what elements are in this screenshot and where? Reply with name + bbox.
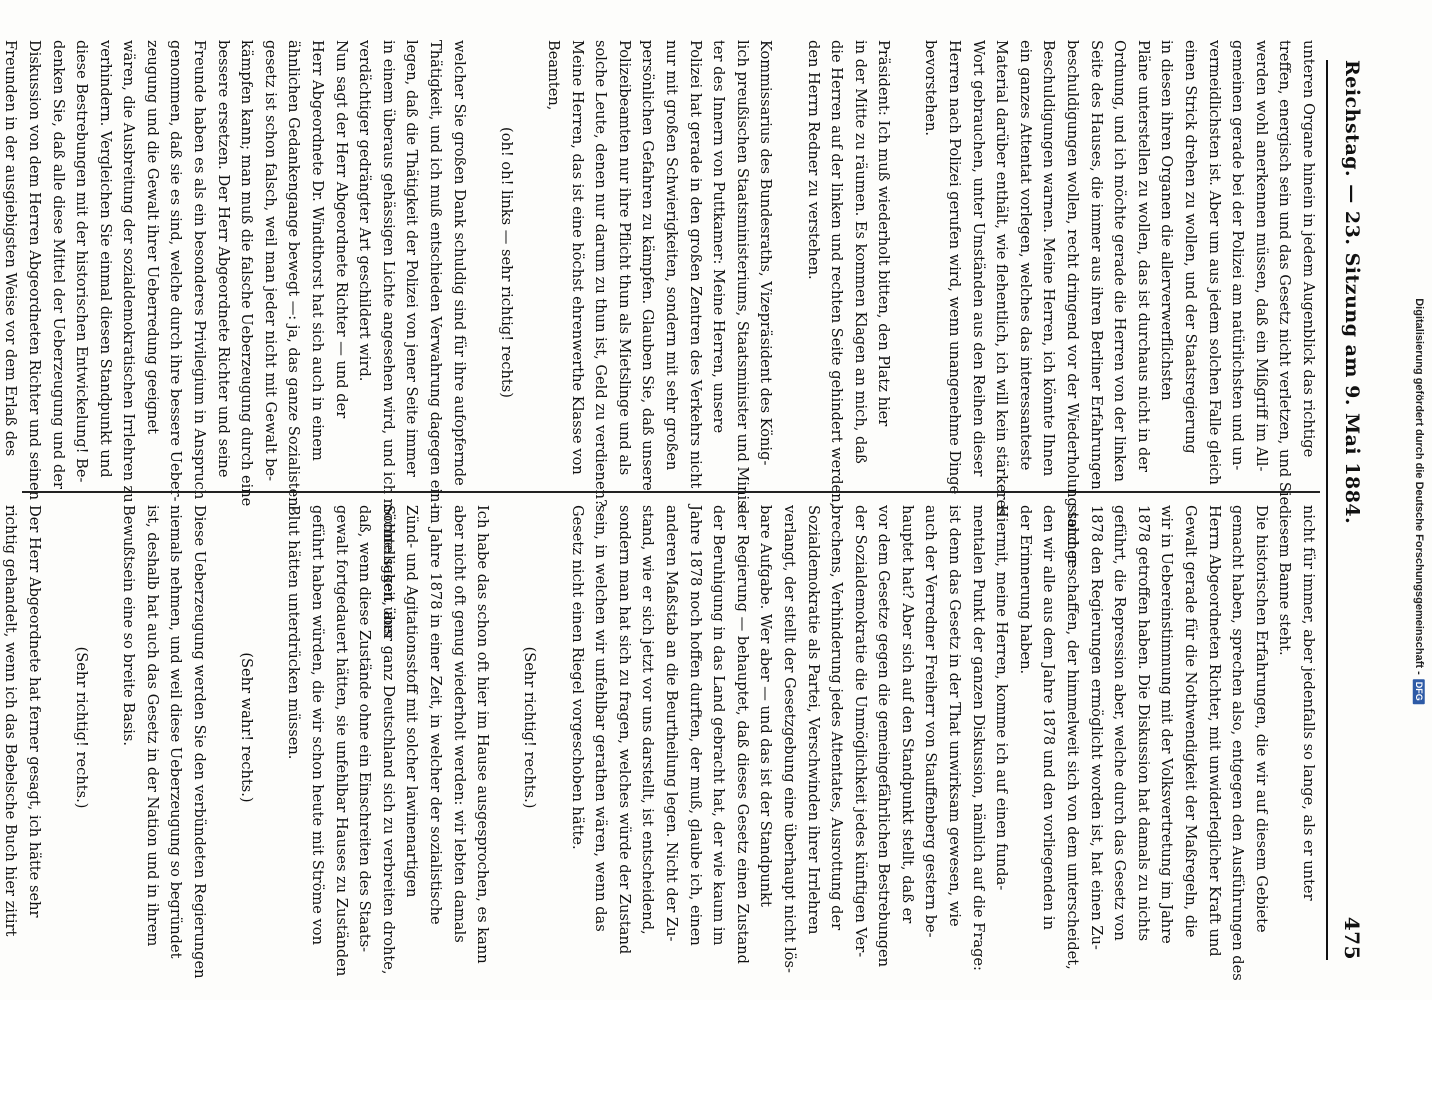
text-line: Freunden in der ausgiebigsten Weise vor dem Erlaß des (2, 40, 20, 457)
text-line (895, 40, 919, 485)
text-line: Freunde haben es als ein besonderes Privilegium in Anspruch (191, 40, 209, 500)
text-line: richtig gehandelt, wenn ich das Bebelsche Buch hier zitirt (2, 505, 20, 937)
text-line: (oh! oh! links — sehr richtig! rechts) (497, 127, 515, 398)
text-line: Herrn Abgeordneten Richter, mit unwiderleglicher Kraft und (1205, 505, 1223, 957)
text-line: treffen, energisch sein und das Gesetz nicht verletzen, und Sie (1276, 40, 1294, 506)
text-line: brechens, Verhinderung jedes Attentates, Ausrottung der (828, 505, 846, 931)
text-line: vermeidlichsten ist. Aber um aus jedem solchen Falle gleich (1205, 40, 1223, 485)
text-line: Jahre 1878 noch hoffen durften, der muß, glaube ich, einen (686, 505, 704, 946)
text-line: Diese Ueberzeugung werden Sie den verbündeten Regierungen (191, 505, 209, 979)
text-line: Der Herr Abgeordnete hat ferner gesagt, ich hätte sehr (25, 505, 43, 918)
text-line (211, 505, 235, 950)
credit-text: Digitalisierung gefördert durch die Deutsche Forschungsgemeinschaft - (1413, 297, 1426, 675)
text-line: auch der Verredner Freiherr von Stauffenberg gestern be- (922, 505, 940, 938)
text-line: mentalen Punkt der ganzen Diskussion, nämlich auf die Frage: (969, 505, 987, 971)
right-column (2, 505, 1320, 981)
text-line: Meine Herren, das ist eine höchst ehrenwerthe Klasse von (568, 40, 586, 475)
text-line: anderen Maßstab an die Beurtheilung legen. Nicht der Zu- (662, 505, 680, 942)
text-line: verlangt, der stellt der Gesetzgebung eine überhaupt nicht lös- (780, 505, 798, 973)
text-line: Gesetz nicht einen Riegel vorgeschoben hätte. (568, 505, 586, 850)
text-line: unteren Organe hinein in jedem Augenblick das richtige (1300, 40, 1317, 458)
text-line: nur mit großen Schwierigkeiten, sondern mit sehr großen (662, 40, 680, 471)
text-line: Ordnung, und ich möchte gerade die Herren von der linken (1111, 40, 1129, 482)
text-line: Kommissarius des Bundesraths, Vizepräsident des König- (757, 40, 775, 466)
text-line: Gewalt gerade für die Nothwendigkeit der Maßregeln, die (1182, 505, 1200, 938)
text-line: verhindern. Vergleichen Sie einmal diesen Standpunkt und (96, 40, 114, 478)
text-line: Hiermit, meine Herren, komme ich auf einen funda- (993, 505, 1011, 891)
text-line: aber nicht oft genug wiederholt werden: wir lebten damals (450, 505, 468, 943)
text-line: solche Leute, denen nur darum zu thun ist, Geld zu verdienen? (592, 40, 610, 507)
text-line: stand, wie er sich jetzt vor uns darstellt, ist entscheidend, (639, 505, 657, 935)
text-line: der Beruhigung in das Land gebracht hat, der wie kaum im (710, 505, 728, 946)
text-line (46, 505, 70, 950)
text-line: den Herrn Redner zu verstehen. (804, 40, 822, 280)
text-line: Seite des Hauses, die immer aus ihren Berliner Erfahrungen (1087, 40, 1105, 490)
text-line: diesem Banne steht. (1276, 505, 1294, 656)
text-line: Polizei hat gerade in den großen Zentren des Verkehrs nicht (686, 40, 704, 489)
text-line: ter des Innern von Puttkamer: Meine Herren, unsere (710, 40, 728, 434)
text-line: Ich habe das schon oft hier im Hause ausgesprochen, es kann (474, 505, 492, 964)
header-rule (1326, 60, 1328, 960)
text-line: hauptet hat? Aber sich auf den Standpunkt stellt, daß er (898, 505, 916, 924)
text-line: vor dem Gesetze gegen die gemeingefährlichen Bestrebungen (875, 505, 893, 968)
text-line (471, 40, 495, 485)
text-line: Sozialdemokratie als Partei, Verschwinden ihrer Irrlehren (804, 505, 822, 935)
text-line: diese Bestrebungen mit der historischen Entwickelung! Be- (73, 40, 91, 483)
text-line: ist denn das Gesetz in der That unwirksam gewesen, wie (946, 505, 964, 927)
text-line (518, 40, 542, 485)
text-line: werden wohl anerkennen müssen, daß ein Mißgriff im All- (1252, 40, 1270, 472)
text-line: gemacht haben, sprechen also, entgegen den Ausführungen des (1229, 505, 1247, 981)
text-line: wären, die Ausbreitung der sozialdemokratischen Irrlehren zu (120, 40, 138, 503)
text-line: nicht für immer, aber jedenfalls so lange, als er unter (1300, 505, 1317, 901)
text-line: (Sehr wahr! rechts.) (238, 652, 256, 803)
text-line: in der Mitte zu räumen. Es kommen Klagen an mich, daß (851, 40, 869, 464)
text-line: ein ganzes Attentat vorlegen, welches das interessanteste (1016, 40, 1034, 471)
text-line: 1878 den Regierungen ermöglicht worden ist, hat einen Zu- (1087, 505, 1105, 950)
text-line: in einem überaus gehässigen Lichte angesehen wird, und ich möchte sagen, aus (379, 40, 397, 637)
text-line: persönlichen Gefahren zu kämpfen. Glauben Sie, daß unsere (639, 40, 657, 491)
text-line: denken Sie, daß alle diese Mittel der Ueberzeugung und der (49, 40, 67, 489)
text-line: Herr Abgeordnete Dr. Windthorst hat sich auch in einem (309, 40, 327, 461)
text-line: geführt haben würden, die wir schon heute mit Ströme von (309, 505, 327, 945)
text-line: Präsident: Ich muß wiederholt bitten, den Platz hier (875, 40, 893, 427)
text-line: gewalt fortgedauert hätten, sie unfehlbar Hauses zu Zuständen (332, 505, 350, 977)
text-line: der Erinnerung haben. (1016, 505, 1034, 675)
text-line: gemeinen gerade bei der Polizei am natürlichsten und un- (1229, 40, 1247, 471)
text-line: Wort gebrauchen, unter Umständen aus den Reihen dieser (969, 40, 987, 477)
text-line (258, 505, 282, 950)
text-line: beschuldigungen wollen, recht dringend vor der Wiederholung solcher (1064, 40, 1082, 566)
text-line: Thätigkeit, und ich muß entschieden Verwahrung dagegen ein- (427, 40, 445, 508)
text-line: bevorstehen. (922, 40, 940, 137)
text-line: Zünd- und Agitationsstoff mit solcher lawinenartigen (403, 505, 421, 898)
text-line: Bewußtsein eine so breite Basis. (120, 505, 138, 747)
text-line: lich preußischen Staatsministeriums, Staatsminister und Minis- (733, 40, 751, 513)
page-header (1332, 60, 1372, 960)
right-column-text (0, 505, 1320, 981)
text-line: stand geschaffen, der himmelweit sich von dem unterscheidet, (1064, 505, 1082, 970)
text-line: ähnlichen Gedankengange bewegt —: ja, das ganze Sozialisten- (285, 40, 303, 512)
text-line: in diesen ihren Organen die allerverwerflichsten (1158, 40, 1176, 401)
text-line: kämpfen kann; man muß die falsche Ueberzeugung durch eine (238, 40, 256, 507)
text-line: Diskussion von dem Herren Abgeordneten Richter und seinen (25, 40, 43, 500)
text-line: Pläne unterstellen zu wollen, das ist durchaus nicht in der (1134, 40, 1152, 472)
text-line: Beamten, (545, 40, 562, 111)
column-divider (22, 491, 1320, 493)
text-line: wir in Uebereinstimmung mit der Volksvertretung im Jahre (1158, 505, 1176, 944)
text-line: daß, wenn diese Zustände ohne ein Einschreiten des Staats- (356, 505, 374, 953)
text-line: der Sozialdemokratie die Unmöglichkeit jedes künftigen Ver- (851, 505, 869, 958)
text-line: gesetz ist schon falsch, weil man jeder nicht mit Gewalt be- (261, 40, 279, 482)
text-line: Polizeibeamten nur ihre Pflicht thun als Mietslinge und als (615, 40, 633, 476)
text-line: bare Aufgabe. Wer aber — und das ist der Standpunkt (757, 505, 775, 907)
text-line: sondern man hat sich zu fragen, welches würde der Zustand (615, 505, 633, 955)
text-line: Herren nach Polizei gerufen wird, wenn unangenehme Dinge (946, 40, 964, 495)
text-line: Beschuldigungen warnen. Meine Herren, ich könnte Ihnen (1040, 40, 1058, 477)
text-line: (Sehr richtig! rechts.) (521, 646, 539, 809)
text-line: zeugung und die Gewalt ihrer Ueberredung geeignet (143, 40, 161, 435)
running-head: Reichstag. — 23. Sitzung am 9. Mai 1884. (1341, 60, 1363, 525)
text-line: verdächtiger gedrängter Art geschildert wird. (356, 40, 374, 382)
text-line: einen Strick drehen zu wollen, und der Staatsregierung (1182, 40, 1200, 454)
text-line: Die historischen Erfahrungen, die wir auf diesem Gebiete (1252, 505, 1270, 933)
dfg-logo: DFG (1413, 678, 1425, 703)
text-line: den wir alle aus dem Jahre 1878 und den vorliegenden in (1040, 505, 1058, 931)
text-line: Schnelligkeit über ganz Deutschland sich zu verbreiten drohte, (379, 505, 397, 975)
page-number: 475 (1340, 916, 1364, 960)
text-line: sein, in welchen wir unfehlbar gerathen wären, wenn das (592, 505, 610, 932)
text-line: Blut hätten unterdrücken müssen. (285, 505, 303, 760)
text-line (494, 505, 518, 950)
digitization-credit (1408, 18, 1430, 983)
text-line: bessere ersetzen. Der Herr Abgeordnete Richter und seine (214, 40, 232, 478)
text-line: im Jahre 1878 in einer Zeit, in welcher der sozialistische (427, 505, 445, 925)
text-line: welcher Sie großen Dank schuldig sind für ihre aufopfernde (450, 40, 468, 486)
text-line: geführt, die Repression aber, welche durch das Gesetz von (1111, 505, 1129, 941)
text-line: der Regierung — behauptet, daß dieses Gesetz einen Zustand (733, 505, 751, 964)
text-line (93, 505, 117, 950)
text-line: genommen, daß sie es sind, welche durch ihre bessere Ueber- (167, 40, 185, 502)
text-line: 1878 getroffen haben. Die Diskussion hat damals zu nichts (1134, 505, 1152, 942)
text-line (777, 40, 801, 485)
text-line: niemals nehmen, und weil diese Ueberzeugung so begründet (167, 505, 185, 959)
text-line (541, 505, 565, 950)
text-line: die Herren auf der linken und rechten Seite gehindert werden, (828, 40, 846, 508)
text-line: legen, daß die Thätigkeit der Polizei von jener Seite immer (403, 40, 421, 477)
text-line: Nun sagt der Herr Abgeordnete Richter — und der (332, 40, 350, 419)
text-line: Material darüber enthält, wie flehentlich, ich will kein stärkeres (993, 40, 1011, 516)
text-line: ist, deshalb hat auch das Gesetz in der Nation und in ihrem (143, 505, 161, 947)
text-line: (Sehr richtig! rechts.) (73, 646, 91, 809)
